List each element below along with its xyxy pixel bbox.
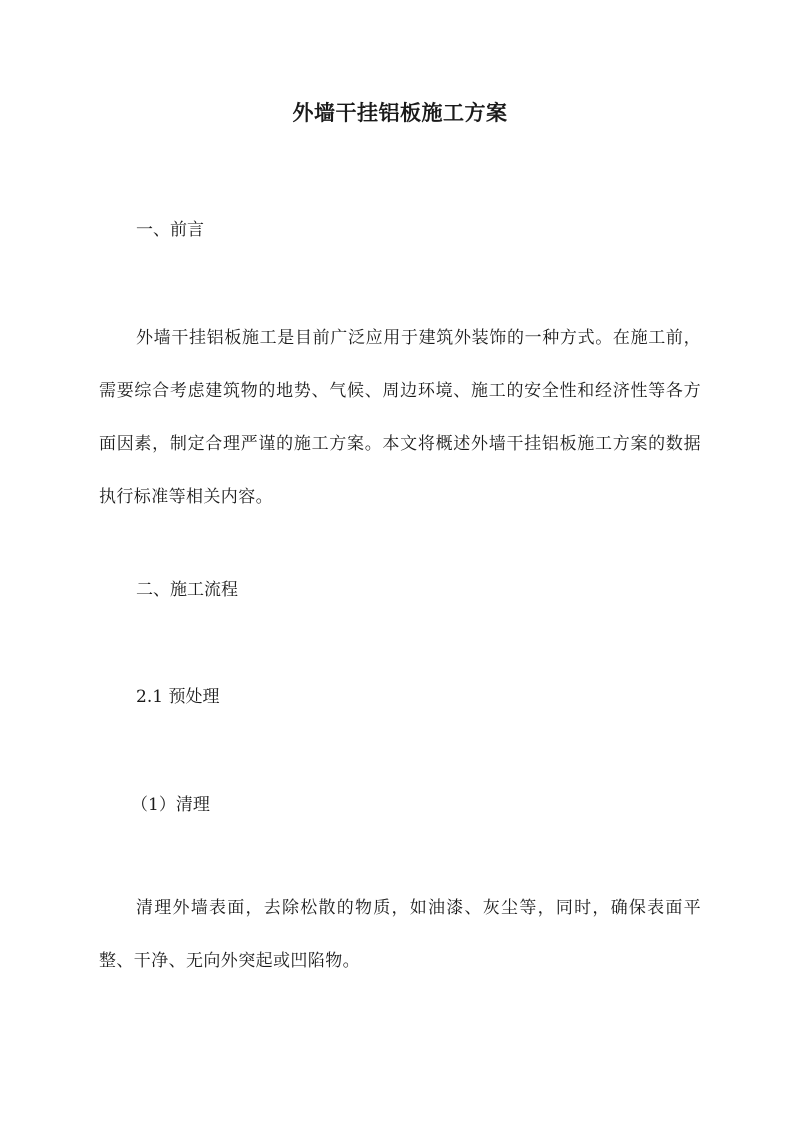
cleaning-paragraph: 清理外墙表面，去除松散的物质，如油漆、灰尘等，同时，确保表面平整、干净、无向外突起或凹陷物。 <box>99 898 701 971</box>
item-heading-cleaning: （1）清理 <box>131 795 210 815</box>
preface-paragraph: 外墙干挂铝板施工是目前广泛应用于建筑外装饰的一种方式。在施工前，需要综合考虑建筑物的地势、气候、周边环境、施工的安全性和经济性等各方面因素，制定合理严谨的施工方案。本文将概述外墙干挂铝板施工方案的数据执行标准等相关内容。 <box>99 328 701 507</box>
document-title: 外墙干挂铝板施工方案 <box>292 100 508 125</box>
subsection-heading-pretreatment: 2.1 预处理 <box>136 687 220 707</box>
section-heading-preface: 一、前言 <box>136 220 204 240</box>
section-heading-construction-process: 二、施工流程 <box>136 580 238 600</box>
